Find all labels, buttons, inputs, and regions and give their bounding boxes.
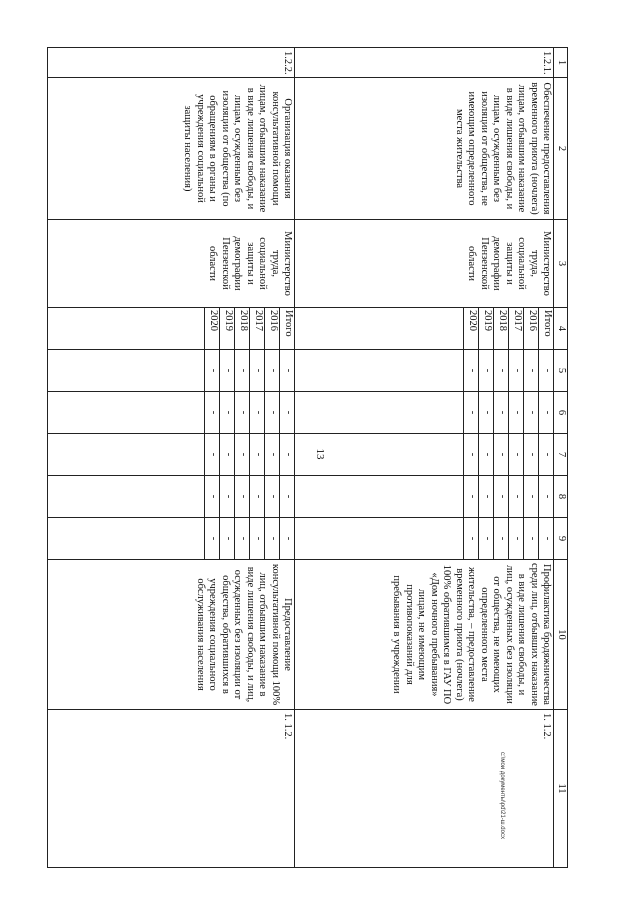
- empty-cell: [48, 518, 205, 560]
- value-cell: -: [250, 350, 265, 392]
- value-cell: -: [539, 350, 554, 392]
- value-cell: -: [250, 518, 265, 560]
- year-cell: Итого: [280, 308, 295, 350]
- year-cell: 2020: [464, 308, 479, 350]
- program-table-rotated: [61, 47, 568, 867]
- value-cell: -: [235, 518, 250, 560]
- item-name: Обеспечение предоставления временного приюта (ночлега) лицам, отбывшим наказание в виде лишения свободы, и лицам, осужденным без изоляции от общества, не имеющим определенного места жительства: [295, 78, 554, 220]
- value-cell: -: [524, 392, 539, 434]
- empty-cell: [295, 434, 464, 476]
- empty-cell: [295, 476, 464, 518]
- empty-cell: [48, 476, 205, 518]
- table-row: [539, 48, 554, 868]
- value-cell: -: [265, 392, 280, 434]
- value-cell: -: [205, 434, 220, 476]
- value-cell: -: [509, 434, 524, 476]
- value-cell: -: [205, 350, 220, 392]
- value-cell: -: [265, 476, 280, 518]
- value-cell: -: [524, 350, 539, 392]
- value-cell: -: [280, 476, 295, 518]
- value-cell: -: [235, 392, 250, 434]
- year-cell: 2020: [205, 308, 220, 350]
- col-header-10: 10: [554, 560, 568, 710]
- year-cell: 2019: [479, 308, 494, 350]
- year-cell: 2019: [220, 308, 235, 350]
- value-cell: -: [235, 350, 250, 392]
- year-cell: 2018: [235, 308, 250, 350]
- item-number: 1.2.2.: [48, 48, 295, 78]
- empty-cell: [295, 392, 464, 434]
- col-header-8: 8: [554, 476, 568, 518]
- value-cell: -: [250, 434, 265, 476]
- empty-cell: [48, 350, 205, 392]
- col-header-3: 3: [554, 220, 568, 308]
- value-cell: -: [509, 476, 524, 518]
- empty-cell: [48, 434, 205, 476]
- value-cell: -: [464, 518, 479, 560]
- value-cell: -: [464, 392, 479, 434]
- program-table: [48, 47, 569, 868]
- year-cell: Итого: [539, 308, 554, 350]
- value-cell: -: [280, 434, 295, 476]
- item-link: 1. 1.2.: [48, 710, 295, 868]
- value-cell: -: [220, 518, 235, 560]
- value-cell: -: [265, 518, 280, 560]
- value-cell: -: [494, 476, 509, 518]
- value-cell: -: [479, 476, 494, 518]
- value-cell: -: [494, 518, 509, 560]
- item-indicator: Предоставление консультативной помощи 100% лиц, отбывшим наказание в виде лишения свободы, и лиц, осужденных без изоляции от общества, обратившихся в учреждения социального обслуживания населения: [48, 560, 295, 710]
- empty-cell: [48, 308, 205, 350]
- year-cell: 2017: [509, 308, 524, 350]
- col-header-5: 5: [554, 350, 568, 392]
- value-cell: -: [280, 518, 295, 560]
- value-cell: -: [509, 392, 524, 434]
- value-cell: -: [205, 518, 220, 560]
- value-cell: -: [464, 476, 479, 518]
- value-cell: -: [524, 434, 539, 476]
- table-row: [280, 48, 295, 868]
- value-cell: -: [205, 476, 220, 518]
- value-cell: -: [235, 476, 250, 518]
- value-cell: -: [280, 392, 295, 434]
- footer-path: c:\мои документы\pd\21-ш.docx: [499, 752, 505, 839]
- value-cell: -: [265, 350, 280, 392]
- value-cell: -: [539, 518, 554, 560]
- value-cell: -: [479, 392, 494, 434]
- value-cell: -: [250, 476, 265, 518]
- item-number: 1.2.1.: [295, 48, 554, 78]
- value-cell: -: [539, 476, 554, 518]
- value-cell: -: [464, 350, 479, 392]
- value-cell: -: [235, 434, 250, 476]
- value-cell: -: [509, 518, 524, 560]
- value-cell: -: [479, 518, 494, 560]
- item-executor: Министерство труда, социальной защиты и демографии Пензенской области: [48, 220, 295, 308]
- value-cell: -: [539, 434, 554, 476]
- value-cell: -: [539, 392, 554, 434]
- table-body: [48, 48, 568, 868]
- empty-cell: [48, 392, 205, 434]
- value-cell: -: [220, 434, 235, 476]
- col-header-4: 4: [554, 308, 568, 350]
- col-header-6: 6: [554, 392, 568, 434]
- empty-cell: [295, 308, 464, 350]
- year-cell: 2016: [524, 308, 539, 350]
- year-cell: 2017: [250, 308, 265, 350]
- value-cell: -: [280, 350, 295, 392]
- value-cell: -: [220, 350, 235, 392]
- value-cell: -: [265, 434, 280, 476]
- value-cell: -: [250, 392, 265, 434]
- item-name: Организация оказания консультативной помощи лицам, отбывшим наказание в виде лишения свободы, и лицам, осужденным без изоляции от общества (по обращениям в органы и учреждения социальной защиты населения): [48, 78, 295, 220]
- value-cell: -: [205, 392, 220, 434]
- year-cell: 2018: [494, 308, 509, 350]
- value-cell: -: [494, 392, 509, 434]
- col-header-11: 11: [554, 710, 568, 868]
- col-header-2: 2: [554, 78, 568, 220]
- value-cell: -: [220, 392, 235, 434]
- item-indicator: Профилактика бродяжничества среди лиц, отбывших наказание в виде лишения свободы, и лиц, осужденных без изоляции от общества, не имеющих определенного места жительства, – предоставление временного приюта (ночлега) 100% обратившимся в ГАУ ПО «Дом ночного пребывания» лицам, не имеющим противопоказаний для пребывания в учреждении: [295, 560, 554, 710]
- year-cell: 2016: [265, 308, 280, 350]
- empty-cell: [295, 350, 464, 392]
- value-cell: -: [464, 434, 479, 476]
- empty-cell: [295, 518, 464, 560]
- value-cell: -: [524, 518, 539, 560]
- col-header-7: 7: [554, 434, 568, 476]
- item-link: 1. 1.2.: [295, 710, 554, 868]
- value-cell: -: [479, 434, 494, 476]
- value-cell: -: [220, 476, 235, 518]
- item-executor: Министерство труда, социальной защиты и демографии Пензенской области: [295, 220, 554, 308]
- value-cell: -: [524, 476, 539, 518]
- value-cell: -: [494, 350, 509, 392]
- value-cell: -: [509, 350, 524, 392]
- value-cell: -: [494, 434, 509, 476]
- value-cell: -: [479, 350, 494, 392]
- col-header-1: 1: [554, 48, 568, 78]
- header-row: [554, 48, 568, 868]
- page-number: 13: [314, 448, 326, 460]
- col-header-9: 9: [554, 518, 568, 560]
